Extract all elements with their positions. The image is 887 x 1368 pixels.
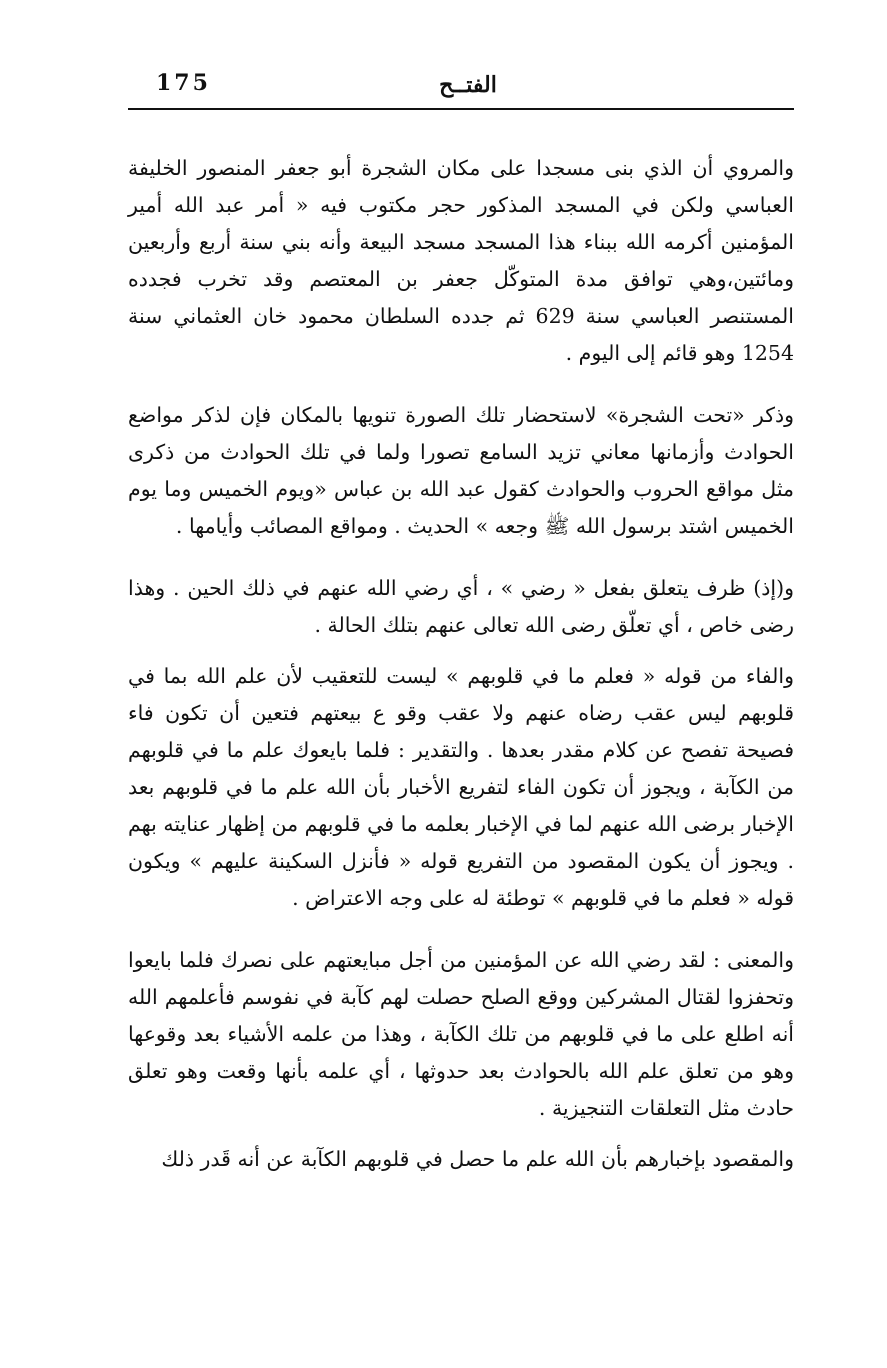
- page-number: 175: [156, 70, 211, 96]
- paragraph-meaning: والمعنى : لقد رضي الله عن المؤمنين من أجل مبايعتهم على نصرك فلما بايعوا وتحفزوا لقتال المشركين ووقع الصلح حصلت لهم كآبة في نفوسم فأعلمهم الله أنه اطلع على ما في قلوبهم من تلك الكآبة ، وهذا من علمه الأشياء بعد وقوعها وهو من تعلق علم الله بالحوادث بعد حدوثها ، أي علمه بأنها وقعت وهو تعلق حادث مثل التعلقات التنجيزية .: [128, 948, 794, 1120]
- header-rule: [128, 108, 794, 110]
- paragraph-fa-particle: والفاء من قوله « فعلم ما في قلوبهم » ليست للتعقيب لأن علم الله بما في قلوبهم ليس عقب رضاه عنهم ولا عقب وقو ع بيعتهم فتعين أن تكون فاء فصيحة تفصح عن كلام مقدر بعدها . والتقدير : فلما بايعوك علم ما في قلوبهم من الكآبة ، ويجوز أن تكون الفاء لتفريع الأخبار بأن الله علم ما في قلوبهم بعد الإخبار برضى الله عنهم لما في الإخبار بعلمه ما في قلوبهم من إظهار عنايته بهم . ويجوز أن يكون المقصود من التفريع قوله « فأنزل السكينة عليهم » ويكون قوله « فعلم ما في قلوبهم » توطئة له على وجه الاعتراض .: [128, 664, 794, 910]
- paragraph-idh-adverb: و(إذ) ظرف يتعلق بفعل « رضي » ، أي رضي الله عنهم في ذلك الحين . وهذا رضى خاص ، أي تعلّق رضى الله تعالى عنهم بتلك الحالة .: [128, 576, 794, 637]
- running-title: الفتــح: [439, 72, 497, 98]
- paragraph-mosque-history: والمروي أن الذي بنى مسجدا على مكان الشجرة أبو جعفر المنصور الخليفة العباسي ولكن في المسجد المذكور حجر مكتوب فيه « أمر عبد الله أمير المؤمنين أكرمه الله ببناء هذا المسجد مسجد البيعة وأنه بني سنة أربع وأربعين ومائتين،وهي توافق مدة المتوكّل جعفر بن المعتصم وقد تخرب فجدده المستنصر العباسي سنة 629 ثم جدده السلطان محمود خان العثماني سنة 1254 وهو قائم إلى اليوم .: [128, 156, 794, 365]
- page-body: [128, 150, 794, 1203]
- paragraph-under-the-tree: وذكر «تحت الشجرة» لاستحضار تلك الصورة تنويها بالمكان فإن لذكر مواضع الحوادث وأزمانها معاني تزيد السامع تصورا ولما في تلك الحوادث من ذكرى مثل مواقع الحروب والحوادث كقول عبد الله بن عباس «ويوم الخميس وما يوم الخميس اشتد برسول الله ﷺ وجعه » الحديث . ومواقع المصائب وأيامها .: [128, 403, 794, 538]
- paragraph-purpose: والمقصود بإخبارهم بأن الله علم ما حصل في قلوبهم الكآبة عن أنه قَدر ذلك: [161, 1147, 794, 1171]
- page-header: [128, 62, 794, 110]
